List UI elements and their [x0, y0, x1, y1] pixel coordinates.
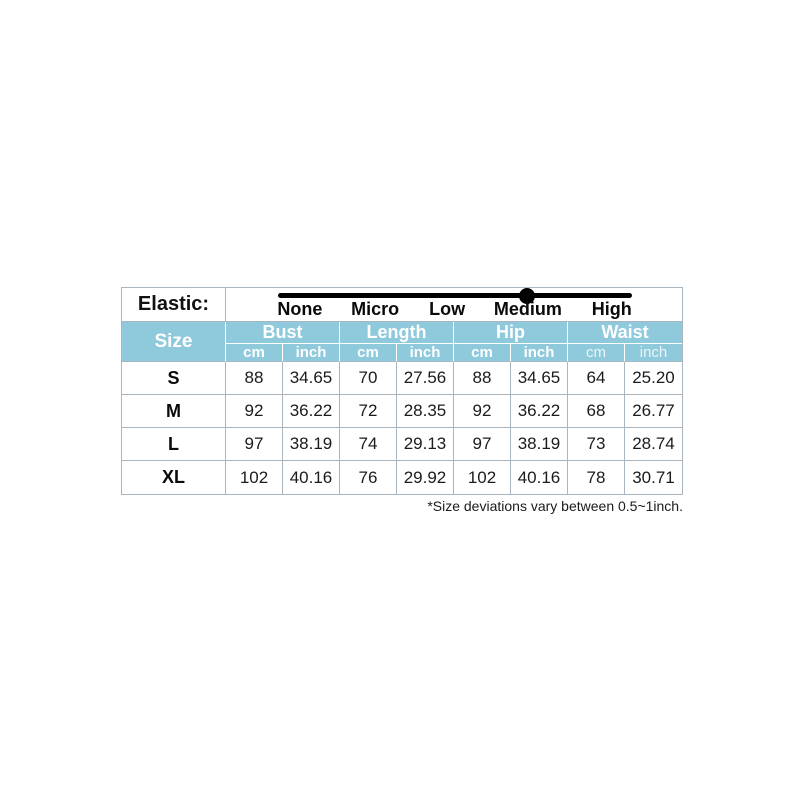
- table-row-s: [122, 362, 682, 395]
- cell-s-length-inch: 27.56: [397, 362, 454, 395]
- waist-header: Waist: [568, 322, 682, 344]
- hip-header: Hip: [454, 322, 568, 344]
- bust-inch-header: inch: [283, 344, 340, 362]
- cell-m-bust-cm: 92: [226, 395, 283, 428]
- cell-xl-hip-cm: 102: [454, 461, 511, 494]
- cell-s-hip-cm: 88: [454, 362, 511, 395]
- cell-s-waist-inch: 25.20: [625, 362, 682, 395]
- size-column-header: Size: [122, 322, 226, 362]
- length-header: Length: [340, 322, 454, 344]
- elastic-level-medium: Medium: [493, 299, 562, 319]
- size-label-l: L: [122, 428, 226, 461]
- bust-header: Bust: [226, 322, 340, 344]
- elastic-level-high: High: [591, 299, 632, 319]
- hip-cm-header: cm: [454, 344, 511, 362]
- cell-s-bust-cm: 88: [226, 362, 283, 395]
- cell-m-waist-inch: 26.77: [625, 395, 682, 428]
- cell-s-hip-inch: 34.65: [511, 362, 568, 395]
- cell-xl-waist-inch: 30.71: [625, 461, 682, 494]
- elastic-slider: [226, 288, 682, 321]
- table-row-l: [122, 428, 682, 461]
- cell-l-waist-inch: 28.74: [625, 428, 682, 461]
- elastic-label: Elastic:: [122, 288, 226, 322]
- size-chart: [121, 287, 683, 514]
- cell-xl-length-cm: 76: [340, 461, 397, 494]
- bust-cm-header: cm: [226, 344, 283, 362]
- cell-xl-waist-cm: 78: [568, 461, 625, 494]
- cell-m-hip-inch: 36.22: [511, 395, 568, 428]
- table-row-xl: [122, 461, 682, 494]
- size-label-xl: XL: [122, 461, 226, 494]
- size-deviation-footnote: *Size deviations vary between 0.5~1inch.: [427, 498, 683, 514]
- cell-l-hip-inch: 38.19: [511, 428, 568, 461]
- cell-xl-hip-inch: 40.16: [511, 461, 568, 494]
- cell-l-length-cm: 74: [340, 428, 397, 461]
- cell-l-hip-cm: 97: [454, 428, 511, 461]
- cell-m-bust-inch: 36.22: [283, 395, 340, 428]
- cell-m-waist-cm: 68: [568, 395, 625, 428]
- cell-xl-length-inch: 29.92: [397, 461, 454, 494]
- cell-xl-bust-cm: 102: [226, 461, 283, 494]
- cell-l-waist-cm: 73: [568, 428, 625, 461]
- cell-m-hip-cm: 92: [454, 395, 511, 428]
- cell-l-bust-cm: 97: [226, 428, 283, 461]
- cell-s-waist-cm: 64: [568, 362, 625, 395]
- table-row-m: [122, 395, 682, 428]
- cell-s-bust-inch: 34.65: [283, 362, 340, 395]
- size-label-s: S: [122, 362, 226, 395]
- cell-m-length-inch: 28.35: [397, 395, 454, 428]
- size-label-m: M: [122, 395, 226, 428]
- cell-l-bust-inch: 38.19: [283, 428, 340, 461]
- cell-l-length-inch: 29.13: [397, 428, 454, 461]
- elastic-slider-track: [278, 293, 632, 298]
- elastic-scale: [226, 288, 682, 322]
- waist-inch-header: inch: [625, 344, 682, 362]
- header-group-row: [122, 322, 682, 344]
- length-cm-header: cm: [340, 344, 397, 362]
- hip-inch-header: inch: [511, 344, 568, 362]
- elastic-level-low: Low: [429, 299, 466, 319]
- length-inch-header: inch: [397, 344, 454, 362]
- elastic-row: [122, 288, 682, 322]
- cell-m-length-cm: 72: [340, 395, 397, 428]
- size-chart-table: [121, 287, 683, 495]
- elastic-level-micro: Micro: [351, 299, 400, 319]
- waist-cm-header: cm: [568, 344, 625, 362]
- cell-xl-bust-inch: 40.16: [283, 461, 340, 494]
- cell-s-length-cm: 70: [340, 362, 397, 395]
- elastic-level-none: None: [277, 299, 323, 319]
